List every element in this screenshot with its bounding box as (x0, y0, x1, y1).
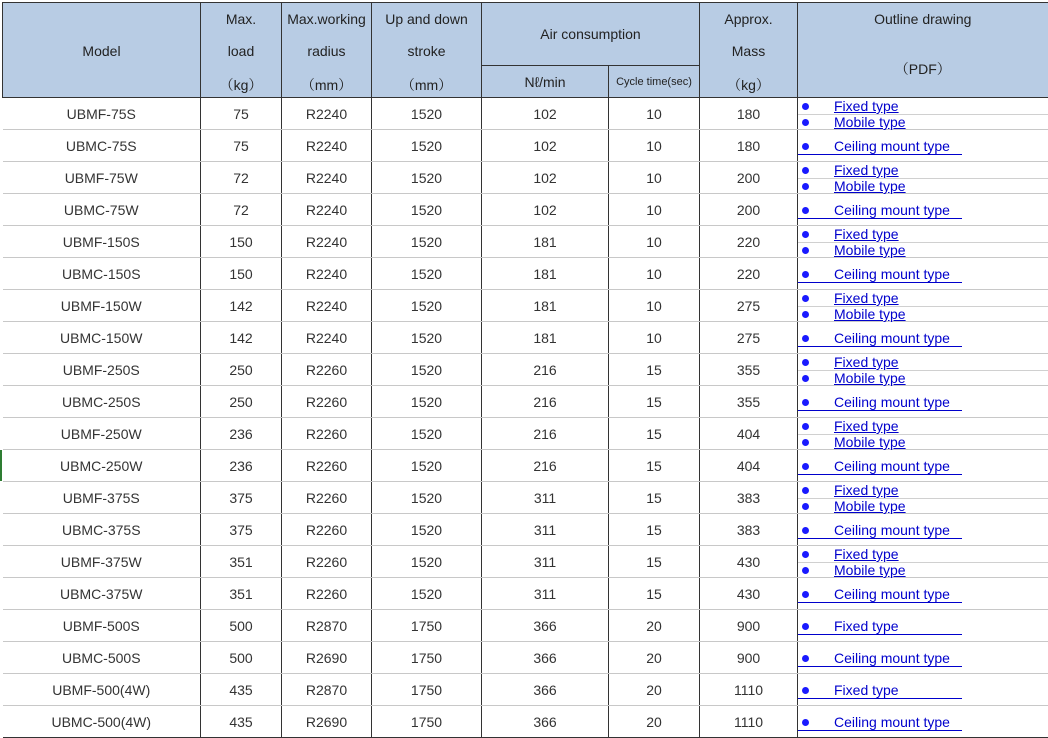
fixed-type-pdf-link[interactable]: Fixed type (834, 546, 899, 562)
cell-outline (798, 578, 1048, 610)
cell-air: 311 (482, 578, 609, 610)
cell-model: UBMC-250S (3, 386, 201, 418)
cell-mass: 404 (700, 418, 798, 450)
cell-mass: 180 (700, 130, 798, 162)
cell-air: 366 (482, 674, 609, 706)
cell-air: 366 (482, 610, 609, 642)
mobile-type-pdf-link[interactable]: Mobile type (834, 306, 906, 322)
cell-stroke: 1520 (372, 226, 482, 258)
cell-outline (798, 418, 1048, 450)
fixed-type-link-row (798, 354, 1048, 371)
cell-mass: 1110 (700, 674, 798, 706)
cell-load: 75 (201, 130, 282, 162)
cell-model: UBMC-150W (3, 322, 201, 354)
ceiling-type-pdf-link[interactable]: Ceiling mount type (834, 266, 950, 282)
bullet-icon (802, 143, 809, 150)
cell-stroke: 1520 (372, 514, 482, 546)
bullet-icon (802, 487, 809, 494)
cell-load: 150 (201, 258, 282, 290)
cell-stroke: 1520 (372, 162, 482, 194)
cell-radius: R2240 (282, 162, 372, 194)
cell-mass: 220 (700, 258, 798, 290)
ceiling-type-link-row (798, 586, 1048, 602)
cell-air: 181 (482, 258, 609, 290)
cell-cycle: 10 (609, 322, 700, 354)
cell-radius: R2260 (282, 482, 372, 514)
cell-radius: R2240 (282, 322, 372, 354)
cell-radius: R2240 (282, 98, 372, 130)
cell-cycle: 10 (609, 162, 700, 194)
cell-air: 311 (482, 514, 609, 546)
cell-outline (798, 322, 1048, 354)
cell-cycle: 15 (609, 450, 700, 482)
bullet-icon (802, 167, 809, 174)
cell-cycle: 15 (609, 418, 700, 450)
cell-outline (798, 290, 1048, 322)
cell-load: 142 (201, 290, 282, 322)
cell-outline (798, 706, 1048, 738)
header-max-load: Max. load （kg） (201, 3, 282, 98)
cell-mass: 900 (700, 610, 798, 642)
cell-stroke: 1750 (372, 610, 482, 642)
table-row (3, 130, 1048, 162)
cell-radius: R2260 (282, 354, 372, 386)
cell-outline (798, 642, 1048, 674)
ceiling-type-pdf-link[interactable]: Ceiling mount type (834, 458, 950, 474)
cell-model: UBMF-75S (3, 98, 201, 130)
bullet-icon (802, 311, 809, 318)
table-row (3, 578, 1048, 610)
cell-model: UBMC-75W (3, 194, 201, 226)
cell-outline (798, 162, 1048, 194)
fixed-type-pdf-link[interactable]: Fixed type (834, 618, 899, 634)
fixed-type-pdf-link[interactable]: Fixed type (834, 482, 899, 498)
cell-stroke: 1520 (372, 578, 482, 610)
cell-mass: 383 (700, 514, 798, 546)
cell-cycle: 10 (609, 98, 700, 130)
bullet-icon (802, 439, 809, 446)
bullet-icon (802, 591, 809, 598)
mobile-type-pdf-link[interactable]: Mobile type (834, 242, 906, 258)
table-row (3, 674, 1048, 706)
cell-stroke: 1750 (372, 706, 482, 738)
fixed-type-link-row (798, 418, 1048, 435)
cell-load: 351 (201, 546, 282, 578)
cell-model: UBMC-250W (3, 450, 201, 482)
table-row (3, 98, 1048, 130)
cell-stroke: 1520 (372, 482, 482, 514)
bullet-icon (802, 247, 809, 254)
fixed-type-pdf-link[interactable]: Fixed type (834, 98, 899, 114)
cell-load: 435 (201, 706, 282, 738)
cell-stroke: 1520 (372, 130, 482, 162)
cell-radius: R2690 (282, 642, 372, 674)
fixed-type-pdf-link[interactable]: Fixed type (834, 226, 899, 242)
table-row (3, 226, 1048, 258)
cell-load: 75 (201, 98, 282, 130)
mobile-type-pdf-link[interactable]: Mobile type (834, 434, 906, 450)
table-row (3, 290, 1048, 322)
cell-model: UBMF-375W (3, 546, 201, 578)
mobile-type-pdf-link[interactable]: Mobile type (834, 114, 906, 130)
cell-load: 236 (201, 450, 282, 482)
ceiling-type-link-row (798, 714, 1048, 730)
bullet-icon (802, 399, 809, 406)
mobile-type-pdf-link[interactable]: Mobile type (834, 562, 906, 578)
table-row (3, 354, 1048, 386)
cell-air: 216 (482, 386, 609, 418)
cell-load: 500 (201, 642, 282, 674)
mobile-type-pdf-link[interactable]: Mobile type (834, 178, 906, 194)
mobile-type-link-row (798, 306, 1048, 322)
cell-load: 351 (201, 578, 282, 610)
table-body (3, 98, 1048, 738)
cell-model: UBMF-375S (3, 482, 201, 514)
fixed-type-pdf-link[interactable]: Fixed type (834, 354, 899, 370)
cell-load: 375 (201, 482, 282, 514)
ceiling-type-pdf-link[interactable]: Ceiling mount type (834, 650, 950, 666)
table-row (3, 706, 1048, 738)
mobile-type-link-row (798, 498, 1048, 514)
bullet-icon (802, 423, 809, 430)
fixed-type-link-row (798, 162, 1048, 179)
bullet-icon (802, 527, 809, 534)
cell-model: UBMC-500(4W) (3, 706, 201, 738)
cell-radius: R2260 (282, 418, 372, 450)
fixed-type-link-row (798, 546, 1048, 563)
ceiling-type-pdf-link[interactable]: Ceiling mount type (834, 330, 950, 346)
bullet-icon (802, 103, 809, 110)
ceiling-type-link-row (798, 394, 1048, 410)
fixed-type-link-row (798, 290, 1048, 307)
header-mass: Approx. Mass （kg） (700, 3, 798, 98)
cell-air: 181 (482, 226, 609, 258)
table-row (3, 610, 1048, 642)
mobile-type-link-row (798, 370, 1048, 386)
cell-cycle: 10 (609, 258, 700, 290)
ceiling-type-link-row (798, 138, 1048, 154)
bullet-icon (802, 623, 809, 630)
cell-stroke: 1520 (372, 546, 482, 578)
cell-stroke: 1520 (372, 322, 482, 354)
cell-radius: R2260 (282, 450, 372, 482)
cell-load: 500 (201, 610, 282, 642)
cell-mass: 275 (700, 290, 798, 322)
cell-load: 250 (201, 386, 282, 418)
cell-air: 216 (482, 354, 609, 386)
cell-cycle: 10 (609, 226, 700, 258)
mobile-type-link-row (798, 562, 1048, 578)
fixed-type-pdf-link[interactable]: Fixed type (834, 682, 899, 698)
cell-air: 311 (482, 482, 609, 514)
cell-outline (798, 354, 1048, 386)
cell-cycle: 10 (609, 194, 700, 226)
cell-outline (798, 546, 1048, 578)
ceiling-type-pdf-link[interactable]: Ceiling mount type (834, 202, 950, 218)
cell-cycle: 20 (609, 674, 700, 706)
cell-stroke: 1750 (372, 642, 482, 674)
fixed-type-link-row (798, 482, 1048, 499)
cell-radius: R2260 (282, 386, 372, 418)
mobile-type-link-row (798, 434, 1048, 450)
cell-mass: 355 (700, 386, 798, 418)
table-row (3, 386, 1048, 418)
cell-mass: 404 (700, 450, 798, 482)
cell-mass: 220 (700, 226, 798, 258)
cell-mass: 430 (700, 578, 798, 610)
cell-model: UBMF-500S (3, 610, 201, 642)
cell-cycle: 15 (609, 514, 700, 546)
cell-model: UBMC-500S (3, 642, 201, 674)
table-row (3, 162, 1048, 194)
cell-cycle: 15 (609, 482, 700, 514)
cell-mass: 355 (700, 354, 798, 386)
cell-cycle: 10 (609, 130, 700, 162)
cell-cycle: 20 (609, 642, 700, 674)
cell-cycle: 10 (609, 290, 700, 322)
cell-model: UBMC-375S (3, 514, 201, 546)
cell-stroke: 1520 (372, 290, 482, 322)
ceiling-type-link-row (798, 458, 1048, 474)
cell-model: UBMF-75W (3, 162, 201, 194)
cell-outline (798, 450, 1048, 482)
cell-model: UBMF-500(4W) (3, 674, 201, 706)
cell-stroke: 1520 (372, 98, 482, 130)
cell-outline (798, 130, 1048, 162)
cell-stroke: 1520 (372, 386, 482, 418)
cell-radius: R2240 (282, 226, 372, 258)
cell-model: UBMF-250W (3, 418, 201, 450)
cell-air: 102 (482, 98, 609, 130)
cell-radius: R2260 (282, 514, 372, 546)
cell-load: 435 (201, 674, 282, 706)
cell-air: 102 (482, 194, 609, 226)
header-radius: Max.working radius （mm） (282, 3, 372, 98)
fixed-type-pdf-link[interactable]: Fixed type (834, 418, 899, 434)
bullet-icon (802, 719, 809, 726)
cell-cycle: 15 (609, 354, 700, 386)
bullet-icon (802, 183, 809, 190)
cell-stroke: 1520 (372, 258, 482, 290)
table-row (3, 514, 1048, 546)
cell-mass: 200 (700, 194, 798, 226)
cell-stroke: 1520 (372, 450, 482, 482)
fixed-type-link-row (798, 682, 1048, 698)
cell-model: UBMF-150S (3, 226, 201, 258)
ceiling-type-pdf-link[interactable]: Ceiling mount type (834, 394, 950, 410)
mobile-type-link-row (798, 178, 1048, 194)
cell-radius: R2240 (282, 130, 372, 162)
cell-air: 311 (482, 546, 609, 578)
fixed-type-link-row (798, 618, 1048, 634)
header-cycle-time: Cycle time(sec) (609, 66, 700, 98)
header-outline: Outline drawing （PDF） (798, 3, 1048, 98)
cell-outline (798, 386, 1048, 418)
mobile-type-pdf-link[interactable]: Mobile type (834, 370, 906, 386)
cell-load: 250 (201, 354, 282, 386)
cell-outline (798, 514, 1048, 546)
ceiling-type-pdf-link[interactable]: Ceiling mount type (834, 138, 950, 154)
cell-cycle: 20 (609, 706, 700, 738)
bullet-icon (802, 295, 809, 302)
cell-outline (798, 98, 1048, 130)
cell-radius: R2690 (282, 706, 372, 738)
cell-stroke: 1750 (372, 674, 482, 706)
cell-radius: R2870 (282, 610, 372, 642)
mobile-type-link-row (798, 114, 1048, 130)
table-row (3, 450, 1048, 482)
cell-load: 236 (201, 418, 282, 450)
cell-mass: 900 (700, 642, 798, 674)
table-row (3, 418, 1048, 450)
cell-radius: R2260 (282, 546, 372, 578)
fixed-type-pdf-link[interactable]: Fixed type (834, 162, 899, 178)
cell-load: 72 (201, 194, 282, 226)
table-row (3, 194, 1048, 226)
bullet-icon (802, 503, 809, 510)
bullet-icon (802, 231, 809, 238)
cell-radius: R2240 (282, 258, 372, 290)
ceiling-type-pdf-link[interactable]: Ceiling mount type (834, 714, 950, 730)
bullet-icon (802, 271, 809, 278)
table-row (3, 642, 1048, 674)
ceiling-type-pdf-link[interactable]: Ceiling mount type (834, 522, 950, 538)
cell-outline (798, 674, 1048, 706)
cell-outline (798, 610, 1048, 642)
cell-stroke: 1520 (372, 418, 482, 450)
fixed-type-pdf-link[interactable]: Fixed type (834, 290, 899, 306)
bullet-icon (802, 359, 809, 366)
cell-load: 375 (201, 514, 282, 546)
ceiling-type-link-row (798, 202, 1048, 218)
bullet-icon (802, 687, 809, 694)
cell-outline (798, 258, 1048, 290)
cell-model: UBMC-375W (3, 578, 201, 610)
cell-load: 72 (201, 162, 282, 194)
spec-table (2, 2, 1048, 738)
bullet-icon (802, 119, 809, 126)
cell-air: 366 (482, 642, 609, 674)
table-row (3, 258, 1048, 290)
table-header (3, 3, 1048, 98)
cell-stroke: 1520 (372, 354, 482, 386)
ceiling-type-link-row (798, 266, 1048, 282)
cell-mass: 180 (700, 98, 798, 130)
cell-model: UBMF-250S (3, 354, 201, 386)
cell-cycle: 15 (609, 546, 700, 578)
cell-air: 102 (482, 130, 609, 162)
cell-model: UBMC-150S (3, 258, 201, 290)
ceiling-type-pdf-link[interactable]: Ceiling mount type (834, 586, 950, 602)
cell-outline (798, 194, 1048, 226)
header-air-consumption: Air consumption (482, 3, 700, 66)
cell-load: 150 (201, 226, 282, 258)
bullet-icon (802, 207, 809, 214)
table-row (3, 546, 1048, 578)
cell-model: UBMF-150W (3, 290, 201, 322)
cell-air: 181 (482, 322, 609, 354)
cell-load: 142 (201, 322, 282, 354)
cell-air: 216 (482, 450, 609, 482)
fixed-type-link-row (798, 98, 1048, 115)
cell-mass: 430 (700, 546, 798, 578)
bullet-icon (802, 463, 809, 470)
cell-mass: 383 (700, 482, 798, 514)
cell-air: 102 (482, 162, 609, 194)
fixed-type-link-row (798, 226, 1048, 243)
cell-mass: 1110 (700, 706, 798, 738)
table-row (3, 322, 1048, 354)
bullet-icon (802, 375, 809, 382)
cell-mass: 275 (700, 322, 798, 354)
header-stroke: Up and down stroke （mm） (372, 3, 482, 98)
ceiling-type-link-row (798, 522, 1048, 538)
bullet-icon (802, 567, 809, 574)
header-air-unit: Nℓ/min (482, 66, 609, 98)
cell-model: UBMC-75S (3, 130, 201, 162)
cell-air: 181 (482, 290, 609, 322)
table-row (3, 482, 1048, 514)
ceiling-type-link-row (798, 330, 1048, 346)
cell-air: 216 (482, 418, 609, 450)
cell-outline (798, 226, 1048, 258)
bullet-icon (802, 551, 809, 558)
ceiling-type-link-row (798, 650, 1048, 666)
bullet-icon (802, 655, 809, 662)
cell-air: 366 (482, 706, 609, 738)
cell-stroke: 1520 (372, 194, 482, 226)
cell-cycle: 15 (609, 578, 700, 610)
cell-outline (798, 482, 1048, 514)
mobile-type-pdf-link[interactable]: Mobile type (834, 498, 906, 514)
cell-radius: R2870 (282, 674, 372, 706)
cell-cycle: 20 (609, 610, 700, 642)
cell-mass: 200 (700, 162, 798, 194)
cell-radius: R2260 (282, 578, 372, 610)
bullet-icon (802, 335, 809, 342)
mobile-type-link-row (798, 242, 1048, 258)
cell-radius: R2240 (282, 194, 372, 226)
cell-radius: R2240 (282, 290, 372, 322)
header-model: Model (3, 3, 201, 98)
cell-cycle: 15 (609, 386, 700, 418)
